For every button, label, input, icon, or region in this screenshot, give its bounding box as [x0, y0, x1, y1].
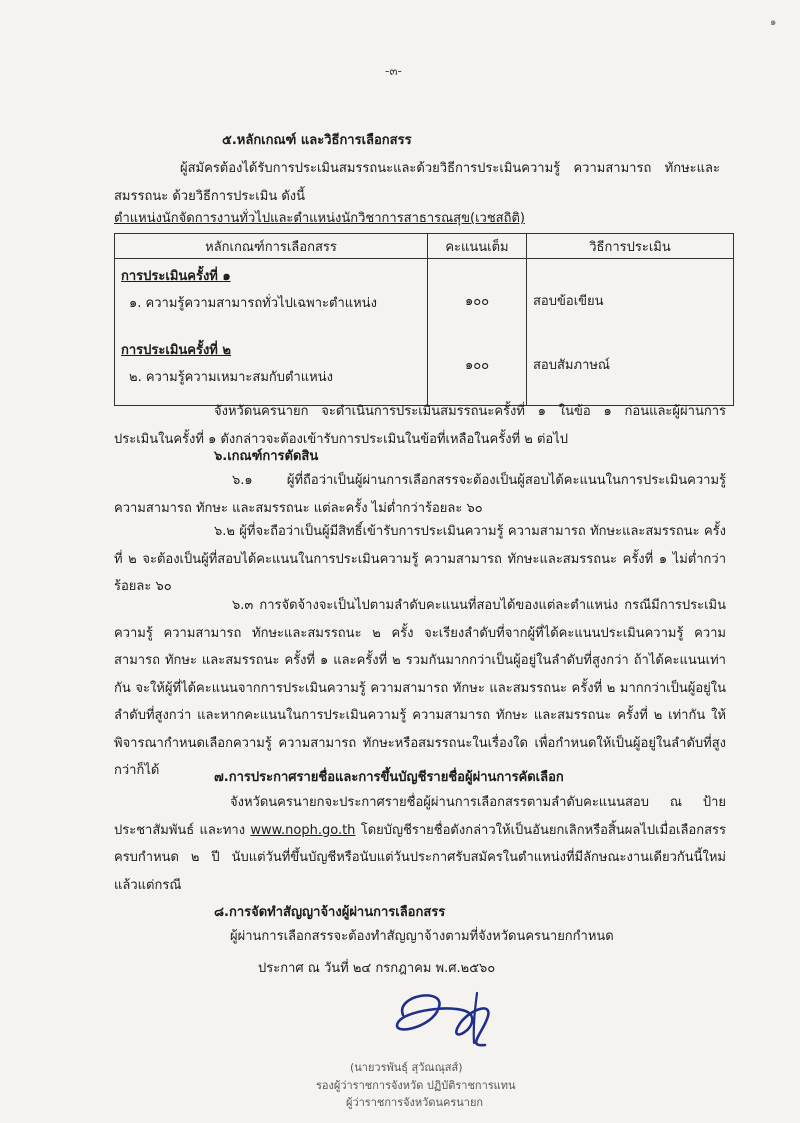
- method-cell: [527, 259, 734, 406]
- section5-note: [114, 398, 726, 453]
- header-method: วิธีการประเมิน: [527, 234, 734, 259]
- round-1-criterion: ๑. ความรู้ความสามารถทั่วไปเฉพาะตำแหน่ง: [129, 296, 377, 311]
- round-1-score: ๑๐๐: [464, 294, 490, 309]
- header-score: คะแนนเต็ม: [428, 234, 527, 259]
- round-2-score: ๑๐๐: [464, 358, 490, 373]
- section5-note-text: จังหวัดนครนายก จะดำเนินการประเมินสมรรถนะครั้งที่ ๑ ในข้อ ๑ ก่อนและผู้ผ่านการประเมินในครั้งที่ ๑ ดังกล่าวจะต้องเข้ารับการประเมินในข้อที่เหลือในครั้งที่ ๒ ต่อไป: [114, 404, 726, 447]
- table-header-row: [115, 234, 734, 259]
- signatory-title-2: ผู้ว่าราชการจังหวัดนครนายก: [346, 1096, 484, 1109]
- section8-text: ผู้ผ่านการเลือกสรรจะต้องทำสัญญาจ้างตามที่จังหวัดนครนายกกำหนด: [230, 929, 614, 944]
- section6-p2-text: ๖.๒ ผู้ที่จะถือว่าเป็นผู้มีสิทธิ์เข้ารับการประเมินความรู้ ความสามารถ ทักษะและสมรรถนะ ครั้งที่ ๒ จะต้องเป็นผู้ที่สอบได้คะแนนในการประเมินความรู้ ความสามารถ ทักษะและสมรรถนะ ครั้งที่ ๑ ไม่ต่ำกว่าร้อยละ ๖๐: [114, 524, 726, 594]
- section6-p3-text: ๖.๓ การจัดจ้างจะเป็นไปตามลำดับคะแนนที่สอบได้ของแต่ละตำแหน่ง กรณีมีการประเมินความรู้ ความสามารถ ทักษะและสมรรถนะ ๒ ครั้ง จะเรียงลำดับที่จากผู้ที่ได้คะแนนประเมินความรู้ ความสามารถ ทักษะ และสมรรถนะ ครั้งที่ ๑ และครั้งที่ ๒ รวมกันมากกว่าเป็นผู้อยู่ในลำดับที่สูงกว่า ถ้าได้คะแนนเท่ากัน จะให้ผู้ที่ได้คะแนนจากการประเมินความรู้ ความสามารถ ทักษะ และสมรรถนะ ครั้งที่ ๒ มากกว่าเป็นผู้อยู่ในลำดับที่สูงกว่า และหากคะแนนในการประเมินความรู้ ความสามารถ ทักษะ และสมรรถนะ ครั้งที่ ๒ เท่ากัน ให้พิจารณากำหนดเลือกความรู้ ความสามารถ ทักษะหรือสมรรถนะในเรื่องใด เพื่อกำหนดให้เป็นผู้อยู่ในลำดับที่สูงกว่าก็ได้: [114, 598, 726, 778]
- section6-p1-text: ๖.๑ ผู้ที่ถือว่าเป็นผู้ผ่านการเลือกสรรจะต้องเป็นผู้สอบได้คะแนนในการประเมินความรู้ ความสามารถ ทักษะ และสมรรถนะ แต่ละครั้ง ไม่ต่ำกว่าร้อยละ ๖๐: [114, 473, 726, 516]
- section6-p2: [114, 518, 726, 601]
- header-criteria: หลักเกณฑ์การเลือกสรร: [115, 234, 428, 259]
- round-2-title: การประเมินครั้งที่ ๒: [121, 343, 231, 358]
- page-number: -๓-: [385, 64, 402, 78]
- section5-intro-text: ผู้สมัครต้องได้รับการประเมินสมรรถนะและด้วยวิธีการประเมินความรู้ ความสามารถ ทักษะและสมรรถนะ ด้วยวิธีการประเมิน ดังนี้: [114, 161, 720, 204]
- corner-mark: ๑: [770, 17, 777, 28]
- section5-intro: [114, 155, 720, 210]
- round-2-method: สอบสัมภาษณ์: [533, 358, 610, 373]
- criteria-table: [114, 233, 734, 406]
- section8-heading: ๘.การจัดทำสัญญาจ้างผู้ผ่านการเลือกสรร: [214, 905, 446, 920]
- section7-text-2: โดยบัญชีรายชื่อดังกล่าวให้เป็นอันยกเลิกหรือสิ้นผลไปเมื่อเลือกสรรครบกำหนด ๒ ปี นับแต่วันที่ขึ้นบัญชีหรือนับแต่วันประกาศรับสมัครในตำแหน่งที่มีลักษณะงานเดียวกันนี้ใหม่ แล้วแต่กรณี: [114, 822, 726, 893]
- signatory-title-1: รองผู้ว่าราชการจังหวัด ปฏิบัติราชการแทน: [316, 1079, 516, 1092]
- section7-heading: ๗.การประกาศรายชื่อและการขึ้นบัญชีรายชื่อผู้ผ่านการคัดเลือก: [214, 770, 564, 785]
- section7-text-1: จังหวัดนครนายกจะประกาศรายชื่อผู้ผ่านการเลือกสรรตามลำดับคะแนนสอบ ณ ป้ายประชาสัมพันธ์ และทาง: [114, 795, 726, 838]
- score-cell: [428, 259, 527, 406]
- section6-p3: [114, 592, 726, 785]
- criteria-cell: [115, 259, 428, 406]
- position-title: ตำแหน่งนักจัดการงานทั่วไปและตำแหน่งนักวิชาการสาธารณสุข(เวชสถิติ): [114, 211, 525, 226]
- website-link[interactable]: www.noph.go.th: [250, 822, 356, 838]
- section5-heading: ๕.หลักเกณฑ์ และวิธีการเลือกสรร: [222, 133, 412, 148]
- round-1-title: การประเมินครั้งที่ ๑: [121, 269, 231, 284]
- signature-stroke: [474, 993, 477, 1043]
- round-2-criterion: ๒. ความรู้ความเหมาะสมกับตำแหน่ง: [129, 370, 333, 385]
- table-body-row: [115, 259, 734, 406]
- signature-mark: [375, 985, 535, 1055]
- section7-body: [114, 789, 726, 899]
- section6-heading: ๖.เกณฑ์การตัดสิน: [214, 449, 319, 464]
- section6-p1: [114, 467, 726, 522]
- signatory-name: (นายวรพันธุ์ สุวัณณุสส์): [350, 1061, 463, 1074]
- round-1-method: สอบข้อเขียน: [533, 294, 604, 309]
- announcement-date: ประกาศ ณ วันที่ ๒๔ กรกฎาคม พ.ศ.๒๕๖๐: [258, 961, 496, 976]
